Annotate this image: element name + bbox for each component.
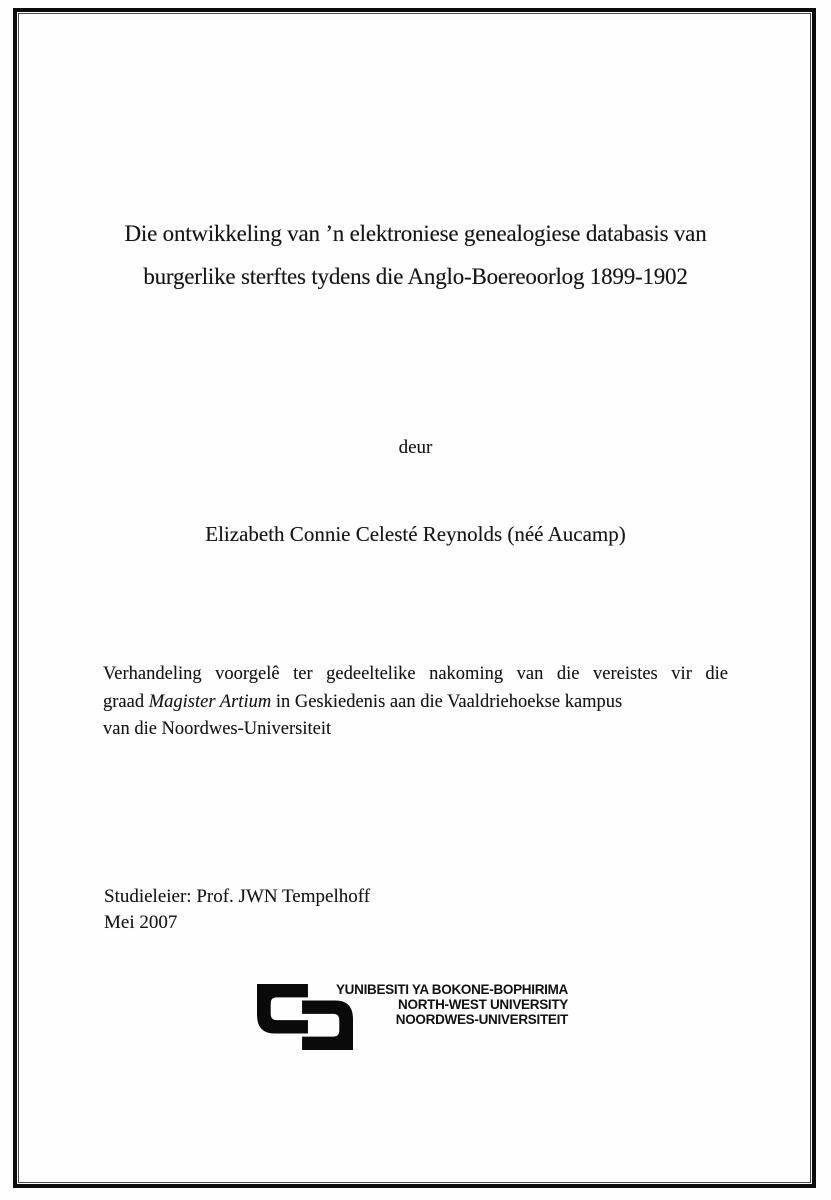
author-name: Elizabeth Connie Celesté Reynolds (néé Aucamp) (205, 522, 626, 546)
degree-statement-line-3: van die Noordwes-Universiteit (103, 719, 332, 739)
date-line: Mei 2007 (104, 911, 178, 933)
degree-statement-line-1-text: Verhandeling voorgelê ter gedeeltelike nakoming van die vereistes vir die (103, 664, 728, 684)
university-logo-text (336, 982, 568, 1027)
degree-statement-line-2 (103, 689, 728, 717)
logo-text-line-2: NORTH-WEST UNIVERSITY (398, 997, 568, 1012)
university-logo (0, 978, 831, 1058)
logo-text-line-1: YUNIBESITI YA BOKONE-BOPHIRIMA (335, 982, 568, 997)
thesis-title-line-2: burgerlike sterftes tydens die Anglo-Boereoorlog 1899-1902 (143, 264, 688, 289)
degree-statement (103, 661, 728, 744)
supervisor-line: Studieleier: Prof. JWN Tempelhoff (104, 886, 371, 907)
supervisor-and-date (104, 884, 370, 935)
degree-name-italic: Magister Artium (148, 691, 272, 712)
degree-statement-line-2-prefix: graad (103, 691, 149, 712)
thesis-title-line-1: Die ontwikkeling van ’n elektroniese genealogiese databasis van (124, 221, 707, 246)
byline-deur: deur (398, 437, 433, 458)
degree-statement-line-2-suffix: in Geskiedenis aan die Vaaldriehoekse kampus (271, 691, 623, 712)
logo-text-line-3: NOORDWES-UNIVERSITEIT (395, 1012, 568, 1027)
degree-statement-line-1 (103, 661, 728, 689)
thesis-title (40, 212, 791, 298)
